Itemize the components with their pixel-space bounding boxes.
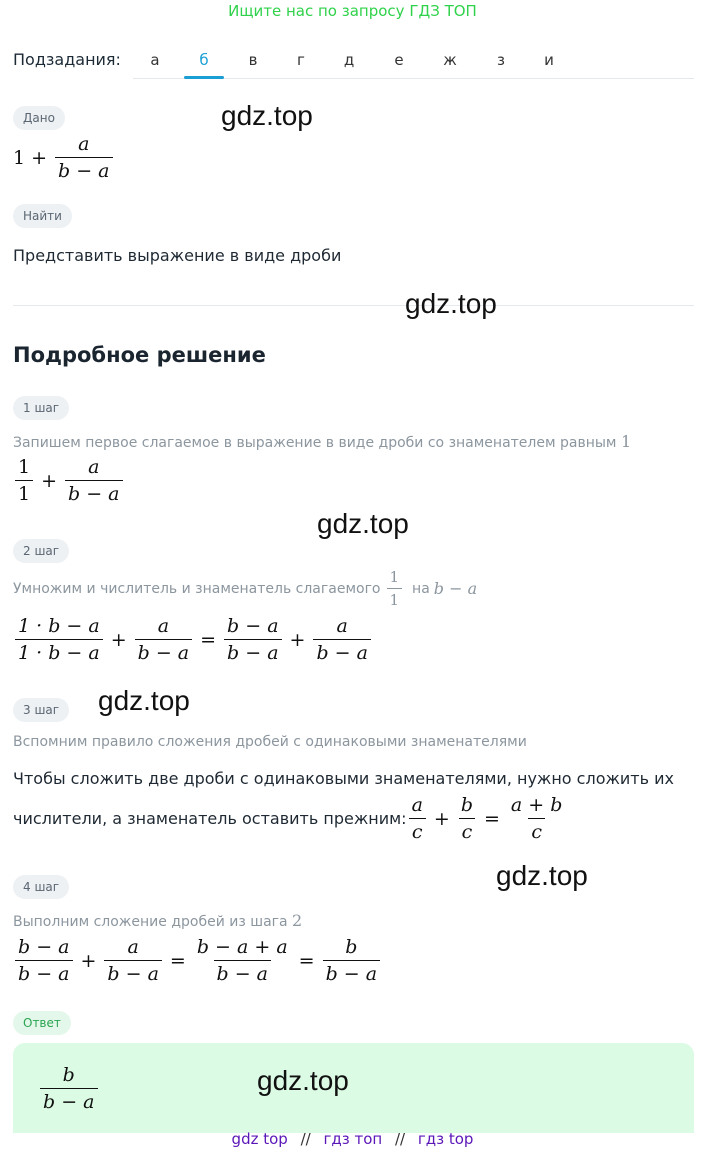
step-4-expression: $\frac{b - a}{b - a}$ + $\frac{a}{b - a}$ = $\frac{b - a + a}{b - a}$ = $\frac{b}{b - a}$ [13, 936, 382, 985]
footer-link-gdz-top[interactable]: gdz top [231, 1130, 288, 1148]
find-text: Представить выражение в виде дроби [13, 246, 342, 265]
step-1-note: Запишем первое слагаемое в выражение в виде дроби со знаменателем равным 1 [13, 432, 632, 451]
watermark: gdz.top [98, 685, 190, 716]
tab-z[interactable]: з [497, 51, 505, 69]
given-label: Дано [13, 106, 65, 130]
step-3-label: 3 шаг [13, 698, 69, 722]
watermark: gdz.top [405, 288, 497, 319]
subtasks-label: Подзадания: [13, 50, 121, 69]
tab-zh[interactable]: ж [443, 51, 457, 69]
tab-g[interactable]: г [297, 51, 305, 69]
watermark: gdz.top [221, 100, 313, 131]
divider [13, 305, 694, 306]
tab-b[interactable]: б [182, 40, 226, 78]
answer-expression: $\frac{b}{b - a}$ [38, 1064, 100, 1113]
watermark: gdz.top [317, 508, 409, 539]
tab-i[interactable]: и [544, 51, 554, 69]
step-3-rule-line2: числители, а знаменатель оставить прежним: $\frac{a}{c}$ + $\frac{b}{c}$ = $\frac{a + b}{c}$ [13, 794, 563, 843]
search-banner: Ищите нас по запросу ГДЗ ТОП [228, 2, 477, 20]
tab-a[interactable]: а [150, 51, 160, 69]
footer-separator: // [394, 1130, 406, 1148]
answer-box [13, 1043, 694, 1133]
given-expression: 1 + $\frac{a}{b - a}$ [13, 133, 115, 182]
watermark: gdz.top [257, 1065, 349, 1096]
step-2-note: Умножим и числитель и знаменатель слагаемого $\frac{1}{1}$ на b − a [13, 568, 478, 609]
step-3-note: Вспомним правило сложения дробей с одинаковыми знаменателями [13, 734, 527, 750]
step-3-rule-line1: Чтобы сложить две дроби с одинаковыми знаменателями, нужно сложить их [13, 769, 674, 788]
subtask-tabs [133, 40, 694, 79]
step-1-label: 1 шаг [13, 396, 69, 420]
tab-v[interactable]: в [248, 51, 258, 69]
footer-separator: // [300, 1130, 311, 1148]
answer-label: Ответ [13, 1011, 71, 1035]
tab-d[interactable]: д [343, 51, 355, 69]
find-label: Найти [13, 204, 72, 228]
step-1-expression: $\frac{1}{1}$ + $\frac{a}{b - a}$ [13, 456, 125, 505]
tab-e[interactable]: е [394, 51, 404, 69]
footer-links [0, 1130, 705, 1148]
watermark: gdz.top [496, 860, 588, 891]
footer-link-gdz-top-mixed[interactable]: гдз top [417, 1130, 474, 1148]
footer-link-gdz-top-ru[interactable]: гдз топ [323, 1130, 383, 1148]
step-4-note: Выполним сложение дробей из шага 2 [13, 911, 303, 930]
step-2-label: 2 шаг [13, 539, 69, 563]
solution-title: Подробное решение [13, 343, 266, 367]
step-2-expression: $\frac{1 \cdot b - a}{1 \cdot b - a}$ + $\frac{a}{b - a}$ = $\frac{b - a}{b - a}$ + $\frac{a}{b - a}$ [13, 615, 373, 664]
step-4-label: 4 шаг [13, 875, 69, 899]
